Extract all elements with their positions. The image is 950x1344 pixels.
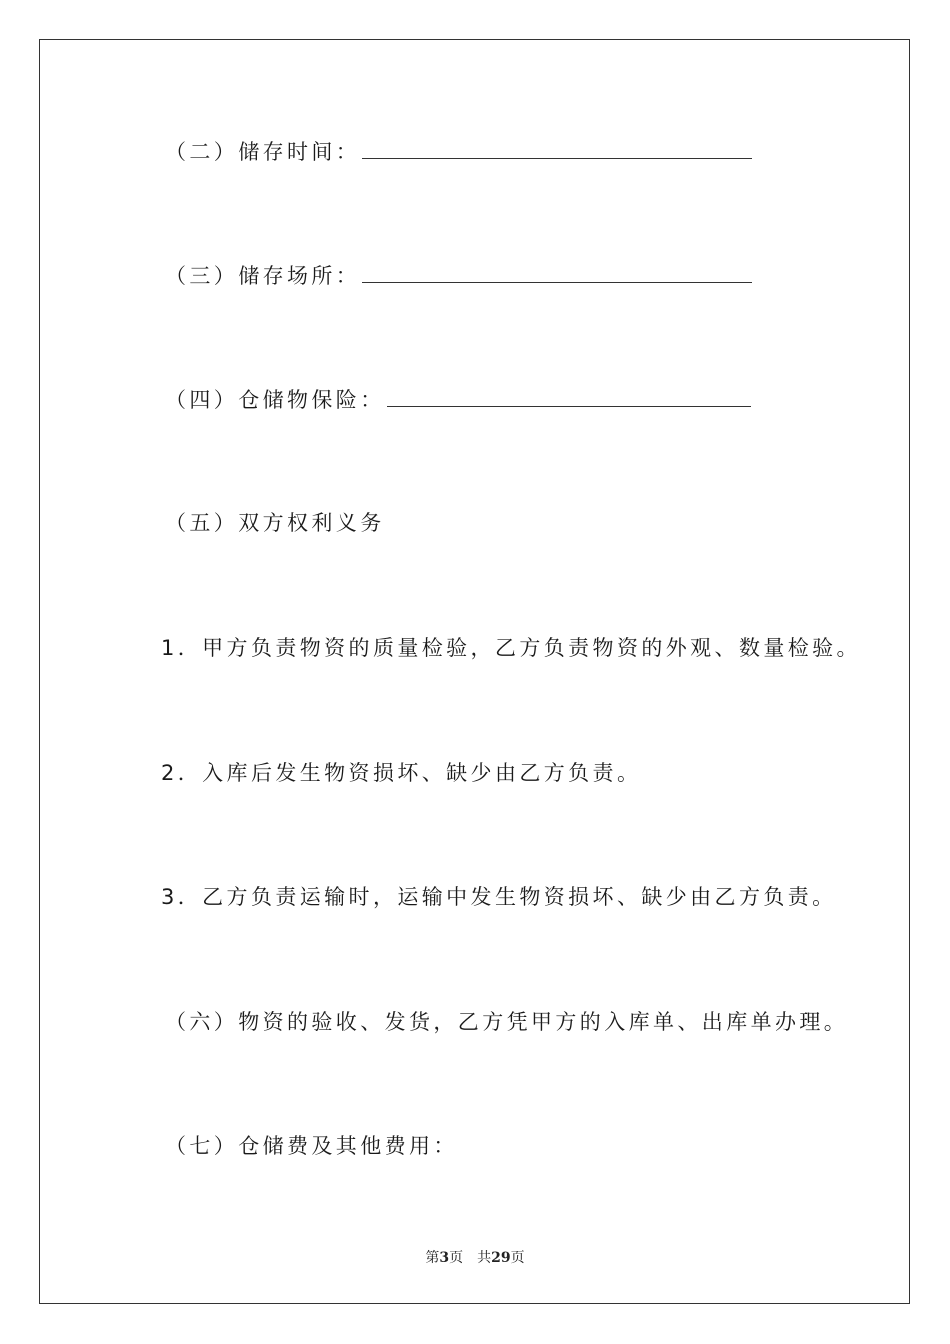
insurance-label: （四）仓储物保险： [165,388,385,412]
obligation-item-3: 3．乙方负责运输时，运输中发生物资损坏、缺少由乙方负责。 [161,885,837,909]
storage-time-label: （二）储存时间： [165,140,361,164]
footer-page-prefix: 第 [425,1250,440,1266]
storage-place-field [165,262,752,288]
footer-page-number: 3 [439,1250,450,1266]
footer-total-pages: 29 [491,1250,511,1266]
section-seven-text: （七）仓储费及其他费用： [165,1134,458,1158]
footer-page-suffix: 页 [449,1250,464,1266]
section-five-heading: （五）双方权利义务 [165,511,385,535]
insurance-blank[interactable] [387,386,751,407]
storage-time-field [165,138,752,164]
storage-time-blank[interactable] [362,138,752,159]
storage-place-blank[interactable] [362,262,752,283]
footer-total-suffix: 页 [510,1250,525,1266]
obligation-item-1: 1．甲方负责物资的质量检验，乙方负责物资的外观、数量检验。 [161,636,861,660]
footer-total-prefix: 共 [477,1250,492,1266]
insurance-field [165,386,751,412]
obligation-item-2: 2．入库后发生物资损坏、缺少由乙方负责。 [161,761,642,785]
page-frame [39,39,910,1304]
page-footer [0,1249,950,1267]
section-six-text: （六）物资的验收、发货，乙方凭甲方的入库单、出库单办理。 [165,1010,849,1034]
storage-place-label: （三）储存场所： [165,264,361,288]
